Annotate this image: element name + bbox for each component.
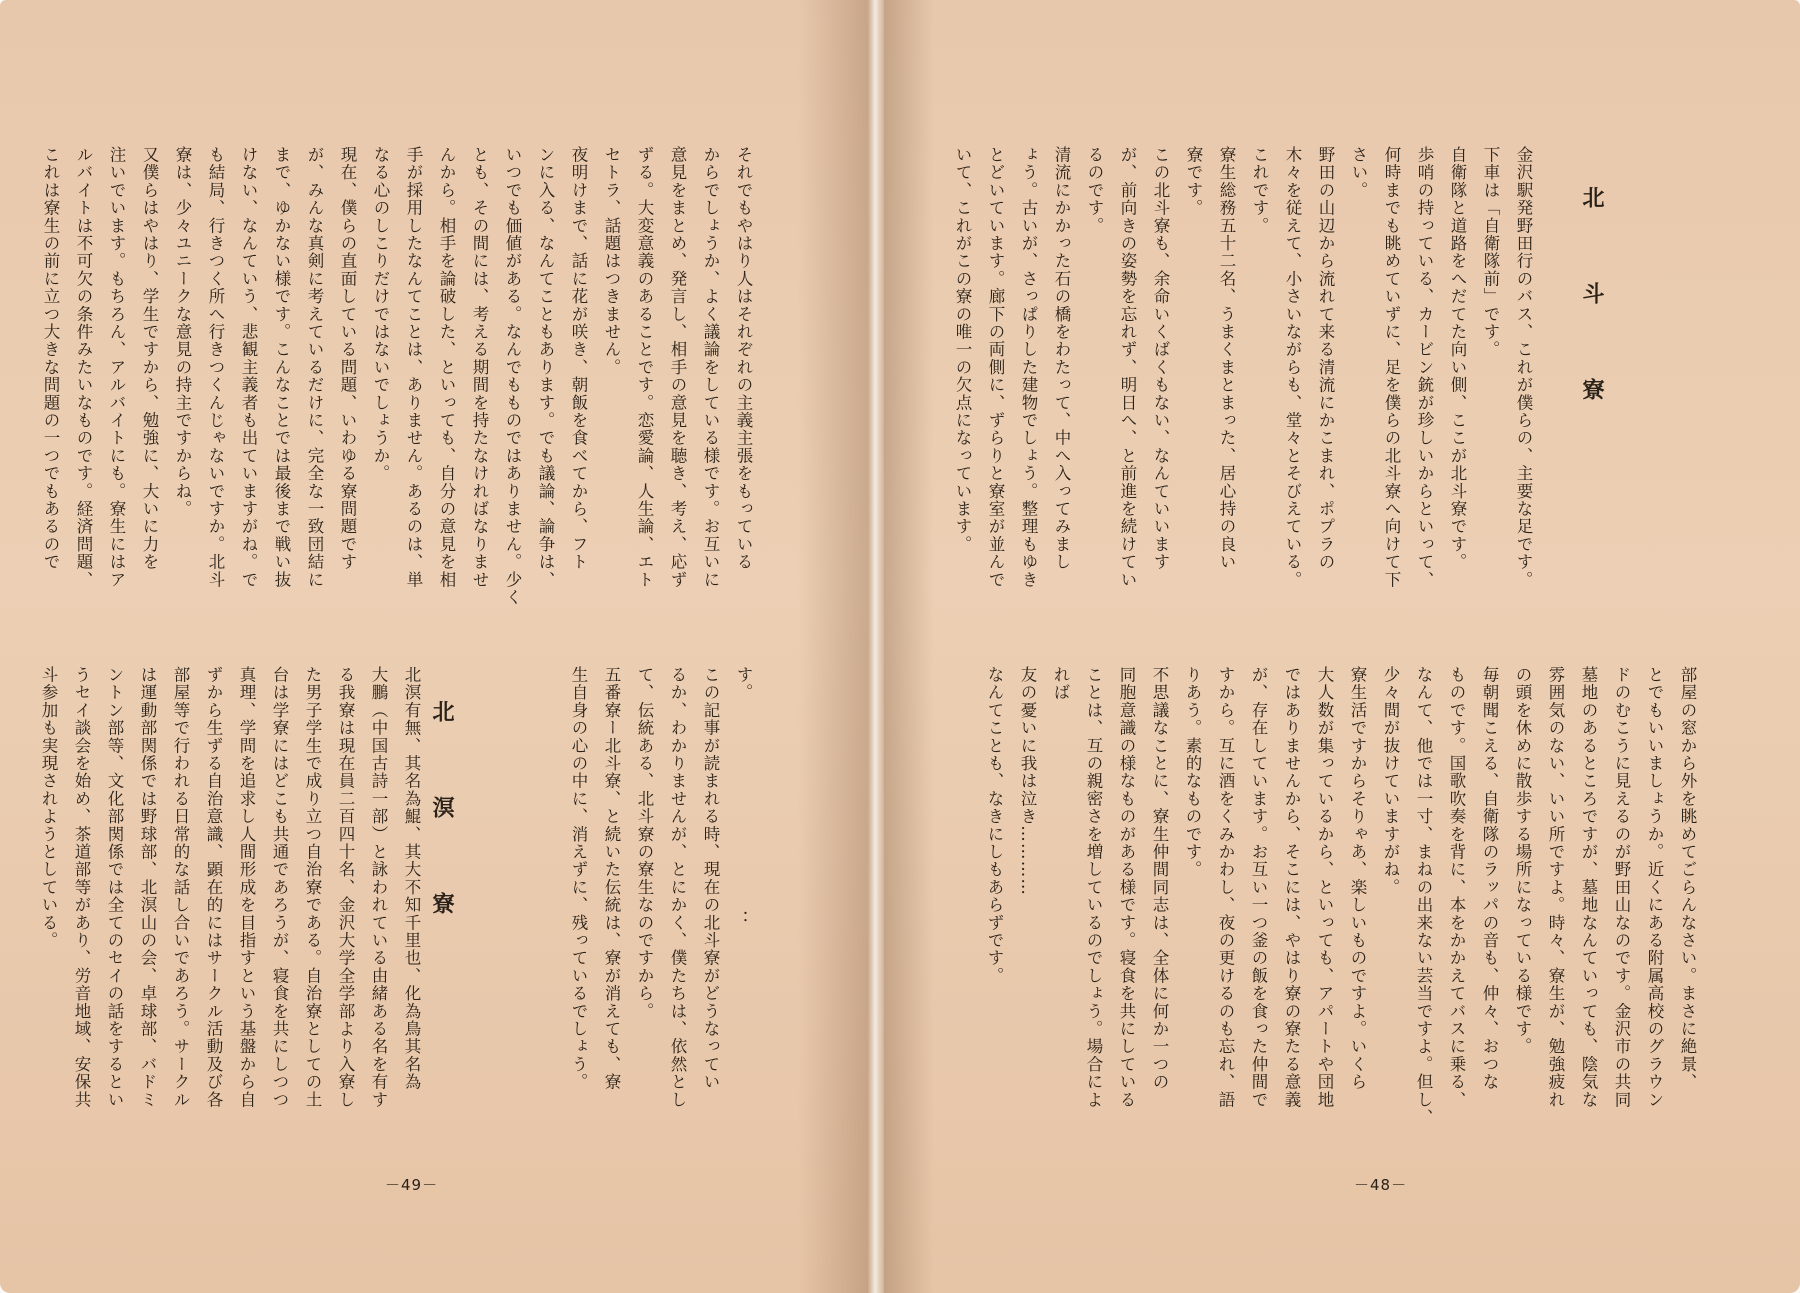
- text-line: 現在、僕らの直面している問題、いわゆる寮問題です: [338, 146, 357, 571]
- text-line: 手が採用したなんてことは、ありません。あるのは、単: [404, 146, 423, 589]
- text-line: 歩哨の持っている、カービン銃が珍しいからといって、: [1415, 146, 1434, 589]
- text-line: これは寮生の前に立つ大きな問題の一つでもあるので: [41, 146, 60, 571]
- text-line: なんてことも、なきにしもあらずです。: [985, 666, 1004, 985]
- text-line: すから。互に酒をくみかわし、夜の更けるのも忘れ、語: [1216, 666, 1235, 1109]
- text-line: 台は学寮にはどこも共通であろうが、寝食を共にしつつ: [270, 666, 289, 1109]
- text-line: 少々間が抜けていますがね。: [1381, 666, 1400, 897]
- book-gutter: [868, 0, 884, 1293]
- text-line: ドのむこうに見えるのが野田山なのです。金沢市の共同: [1612, 666, 1631, 1109]
- text-line: の頭を休めに散歩する場所になっている様です。: [1513, 666, 1532, 1056]
- text-line: て、伝統ある、北斗寮の寮生なのですから。: [635, 666, 654, 1020]
- text-line: とどいています。廊下の両側に、ずらりと寮室が並んで: [986, 146, 1005, 589]
- section-title: 北 斗 寮: [1579, 186, 1605, 426]
- text-line: 夜明けまで、話に花が咲き、朝飯を食べてから、フト: [569, 146, 588, 571]
- right-page: [884, 0, 1800, 1293]
- text-line: 下車は「自衛隊前」です。: [1481, 146, 1500, 359]
- text-line: それでもやはり人はそれぞれの主義主張をもっている: [734, 146, 753, 571]
- text-line: ではありませんから、そこには、やはり寮の寮たる意義: [1282, 666, 1301, 1109]
- text-line: 大鵬（中国古詩一部）と詠われている由緒ある名を有す: [369, 666, 388, 1109]
- right-top-text-block: [920, 146, 1540, 626]
- text-line: なんて、他では一寸、まねの出来ない芸当ですよ。但し、: [1414, 666, 1433, 1127]
- text-line: ントン部等、文化部関係では全てのセイの話をするとい: [105, 666, 124, 1109]
- text-line: りあう。素的なものです。: [1183, 666, 1202, 879]
- text-line: ずる。大変意義のあることです。恋愛論、人生論、エト: [635, 146, 654, 589]
- text-line: 部屋の窓から外を眺めてごらんなさい。まさに絶景、: [1678, 666, 1697, 1091]
- text-line: けない、なんていう、悲観主義者も出ていますがね。で: [239, 146, 258, 589]
- text-line: 金沢駅発野田行のバス、これが僕らの、主要な足です。: [1514, 146, 1533, 589]
- left-page: [0, 0, 868, 1293]
- text-line: 毎朝聞こえる、自衛隊のラッパの音も、仲々、おつな: [1480, 666, 1499, 1091]
- text-line: とでもいいましょうか。近くにある附属高校のグラウン: [1645, 666, 1664, 1109]
- text-line: 寮生活ですからそりゃあ、楽しいものですよ。いくら: [1348, 666, 1367, 1091]
- text-line: 大人数が集っているから、といっても、アパートや団地: [1315, 666, 1334, 1109]
- text-line: んから。相手を論破した、といっても、自分の意見を相: [437, 146, 456, 589]
- text-line: 斗参加も実現されようとしている。: [39, 666, 58, 950]
- text-line: ものです。国歌吹奏を背に、本をかかえてバスに乗る、: [1447, 666, 1466, 1109]
- text-line: 部屋等で行われる日常的な話し合いであろう。サークル: [171, 666, 190, 1109]
- text-line: 寮は、少々ユニークな意見の持主ですからね。: [173, 146, 192, 518]
- text-line: が、前向きの姿勢を忘れず、明日へ、と前進を続けてい: [1118, 146, 1137, 589]
- text-line: ずから生ずる自治意識、顕在的にはサークル活動及び各: [204, 666, 223, 1109]
- text-line: 自衛隊と道路をへだてた向い側、ここが北斗寮です。: [1448, 146, 1467, 571]
- text-line: 墓地のあるところですが、墓地なんていっても、陰気な: [1579, 666, 1598, 1109]
- text-line: も結局、行きつく所へ行きつくんじゃないですか。北斗: [206, 146, 225, 589]
- text-line: る我寮は現在員二百四十名、金沢大学全学部より入寮し: [336, 666, 355, 1109]
- text-line: 又僕らはやはり、学生ですから、勉強に、大いに力を: [140, 146, 159, 571]
- text-line: とも、その間には、考える期間を持たなければなりませ: [470, 146, 489, 589]
- text-line: セトラ、話題はつきません。: [602, 146, 621, 377]
- text-line: 寮です。: [1184, 146, 1203, 217]
- text-line: ンに入る、なんてこともあります。でも議論、論争は、: [536, 146, 555, 589]
- text-line: 北溟有無、其名為鯤、其大不知千里也、化為鳥其名為: [402, 666, 421, 1091]
- text-line: からでしょうか、よく議論をしている様です。お互いに: [701, 146, 720, 589]
- text-line: 何時までも眺めていずに、足を僕らの北斗寮へ向けて下: [1382, 146, 1401, 589]
- text-line: れば: [1051, 666, 1070, 702]
- second-section-title: 北 溟 寮: [429, 700, 455, 940]
- text-line: いて、これがこの寮の唯一の欠点になっています。: [953, 146, 972, 554]
- text-line: 真理、学問を追求し人間形成を目指すという基盤から自: [237, 666, 256, 1109]
- text-line: た男子学生で成り立つ自治寮である。自治寮としての土: [303, 666, 322, 1109]
- left-bottom-first-text-block: [550, 666, 760, 1136]
- left-bottom-second-text-block: [18, 666, 428, 1136]
- text-line: 雰囲気のない、いい所ですよ。時々、寮生が、勉強疲れ: [1546, 666, 1565, 1109]
- text-line: が、存在しています。お互い一つ釜の飯を食った仲間で: [1249, 666, 1268, 1109]
- page-number-48: －48－: [1354, 1176, 1408, 1194]
- text-line: まで、ゆかない様です。こんなことでは最後まで戦い抜: [272, 146, 291, 589]
- text-line: なる心のしこりだけではないでしょうか。: [371, 146, 390, 483]
- text-line: 木々を従えて、小さいながらも、堂々とそびえている。: [1283, 146, 1302, 589]
- left-top-text-block: [41, 146, 760, 626]
- text-line: 寮生総務五十二名、うまくまとまった、居心持の良い: [1217, 146, 1236, 571]
- text-line: この記事が読まれる時、現在の北斗寮がどうなってい: [701, 666, 720, 1091]
- text-line: が、みんな真剣に考えているだけに、完全な一致団結に: [305, 146, 324, 589]
- right-bottom-text-block: [944, 666, 1704, 1136]
- text-line: す。: [734, 666, 753, 702]
- text-line: 注いでいます。もちろん、アルバイトにも。寮生にはア: [107, 146, 126, 589]
- text-line: さい。: [1349, 146, 1368, 200]
- page-number-49: －49－: [385, 1176, 439, 1194]
- text-line: るか、わかりませんが、とにかく、僕たちは、依然とし: [668, 666, 687, 1109]
- text-line: るのです。: [1085, 146, 1104, 235]
- text-line: この北斗寮も、余命いくばくもない、なんていいます: [1151, 146, 1170, 571]
- text-line: 同胞意識の様なものがある様です。寝食を共にしている: [1117, 666, 1136, 1109]
- text-line: これです。: [1250, 146, 1269, 235]
- text-line: ルバイトは不可欠の条件みたいなものです。経済問題、: [74, 146, 93, 589]
- text-line: 野田の山辺から流れて来る清流にかこまれ、ポプラの: [1316, 146, 1335, 571]
- text-line: うセイ談会を始め、茶道部等があり、労音地域、安保共: [72, 666, 91, 1109]
- text-line: 生自身の心の中に、消えずに、残っているでしょう。: [569, 666, 588, 1091]
- ellipsis-dots: ：: [729, 910, 750, 930]
- text-line: 清流にかかった石の橋をわたって、中へ入ってみまし: [1052, 146, 1071, 571]
- text-line: は運動部関係では野球部、北溟山の会、卓球部、バドミ: [138, 666, 157, 1109]
- text-line: 五番寮ー北斗寮、と続いた伝統は、寮が消えても、寮: [602, 666, 621, 1091]
- text-line: いつでも価値がある。なんでもものではありません。少く: [503, 146, 522, 607]
- text-line: ょう。古いが、さっぱりした建物でしょう。整理もゆき: [1019, 146, 1038, 589]
- text-line: 友の憂いに我は泣き…………: [1018, 666, 1037, 897]
- text-line: 不思議なことに、寮生仲間同志は、全体に何か一つの: [1150, 666, 1169, 1091]
- text-line: ことは、互の親密さを増しているのでしょう。場合によ: [1084, 666, 1103, 1109]
- text-line: 意見をまとめ、発言し、相手の意見を聴き、考え、応ず: [668, 146, 687, 589]
